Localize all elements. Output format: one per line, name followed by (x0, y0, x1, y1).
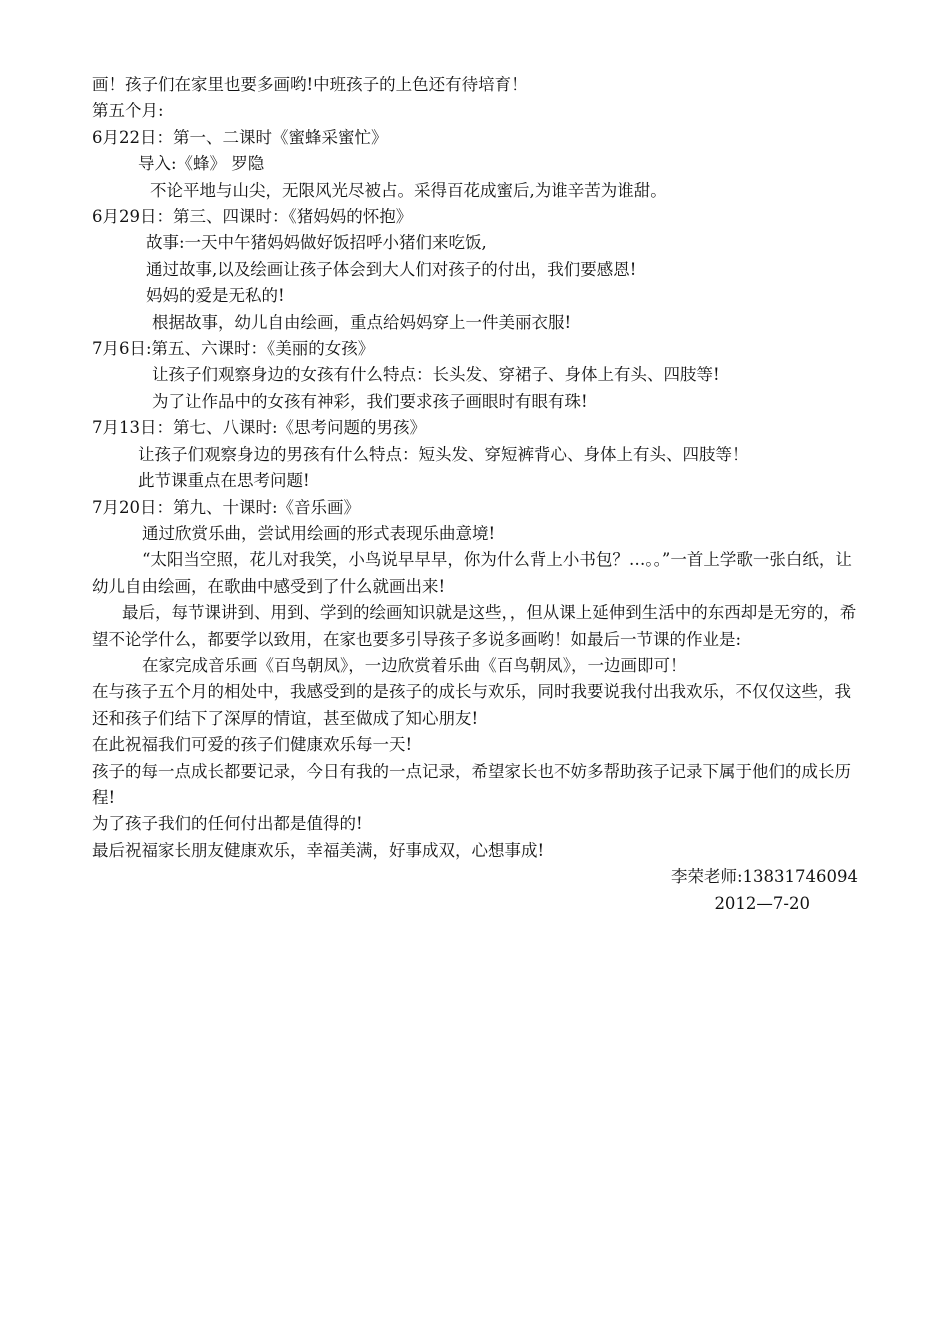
lesson-heading: 7月20日：第九、十课时:《音乐画》 (92, 497, 361, 517)
lesson-heading: 6月29日：第三、四课时：《猪妈妈的怀抱》 (92, 207, 413, 227)
text-line: 导入:《蜂》 罗隐 (138, 154, 265, 174)
signature-date: 2012—7-20 (714, 893, 810, 913)
text-line: 让孩子们观察身边的女孩有什么特点：长头发、穿裙子、身体上有头、四肢等! (152, 365, 720, 385)
poem-line: 不论平地与山尖，无限风光尽被占。采得百花成蜜后,为谁辛苦为谁甜。 (150, 180, 667, 200)
text-line: 最后祝福家长朋友健康欢乐，幸福美满，好事成双，心想事成! (92, 840, 545, 860)
section-heading: 第五个月: (92, 101, 164, 121)
text-line: 通过故事,以及绘画让孩子体会到大人们对孩子的付出，我们要感恩! (146, 259, 637, 279)
lesson-heading: 7月13日：第七、八课时:《思考问题的男孩》 (92, 418, 427, 438)
text-line: 通过欣赏乐曲，尝试用绘画的形式表现乐曲意境! (142, 523, 496, 543)
paragraph: 最后，每节课讲到、用到、学到的绘画知识就是这些，，但从课上延伸到生活中的东西却是无穷的，希望不论学什么，都要学以致用，在家也要多引导孩子多说多画哟！如最后一节课的作业是: (92, 603, 857, 649)
text-line: 为了孩子我们的任何付出都是值得的! (92, 814, 363, 834)
text-line: 为了让作品中的女孩有神彩，我们要求孩子画眼时有眼有珠! (152, 391, 588, 411)
text-line: 根据故事，幼儿自由绘画，重点给妈妈穿上一件美丽衣服! (152, 312, 572, 332)
text-line: 在此祝福我们可爱的孩子们健康欢乐每一天! (92, 735, 413, 755)
text-line: 在家完成音乐画《百鸟朝凤》，一边欣赏着乐曲《百鸟朝凤》，一边画即可！ (142, 655, 687, 675)
lesson-heading: 6月22日：第一、二课时《蜜蜂采蜜忙》 (92, 127, 388, 147)
text-line: 妈妈的爱是无私的! (146, 286, 285, 306)
document-body (92, 72, 862, 917)
paragraph: 在与孩子五个月的相处中，我感受到的是孩子的成长与欢乐，同时我要说我付出我欢乐，不仅仅这些，我还和孩子们结下了深厚的情谊，甚至做成了知心朋友! (92, 682, 851, 728)
text-line: 此节课重点在思考问题! (138, 471, 310, 491)
text-line: 画！孩子们在家里也要多画哟!中班孩子的上色还有待培育！ (92, 75, 528, 94)
signature-teacher: 李荣老师:13831746094 (670, 867, 858, 887)
paragraph: “太阳当空照，花儿对我笑，小鸟说早早早，你为什么背上小书包？…。。”一首上学歌一张白纸，让幼儿自由绘画，在歌曲中感受到了什么就画出来! (92, 550, 852, 596)
lesson-heading: 7月6日:第五、六课时：《美丽的女孩》 (92, 339, 375, 359)
text-line: 故事:一天中午猪妈妈做好饭招呼小猪们来吃饭, (146, 233, 487, 253)
text-line: 让孩子们观察身边的男孩有什么特点：短头发、穿短裤背心、身体上有头、四肢等！ (138, 444, 749, 464)
paragraph: 孩子的每一点成长都要记录，今日有我的一点记录，希望家长也不妨多帮助孩子记录下属于他们的成长历程! (92, 761, 851, 807)
